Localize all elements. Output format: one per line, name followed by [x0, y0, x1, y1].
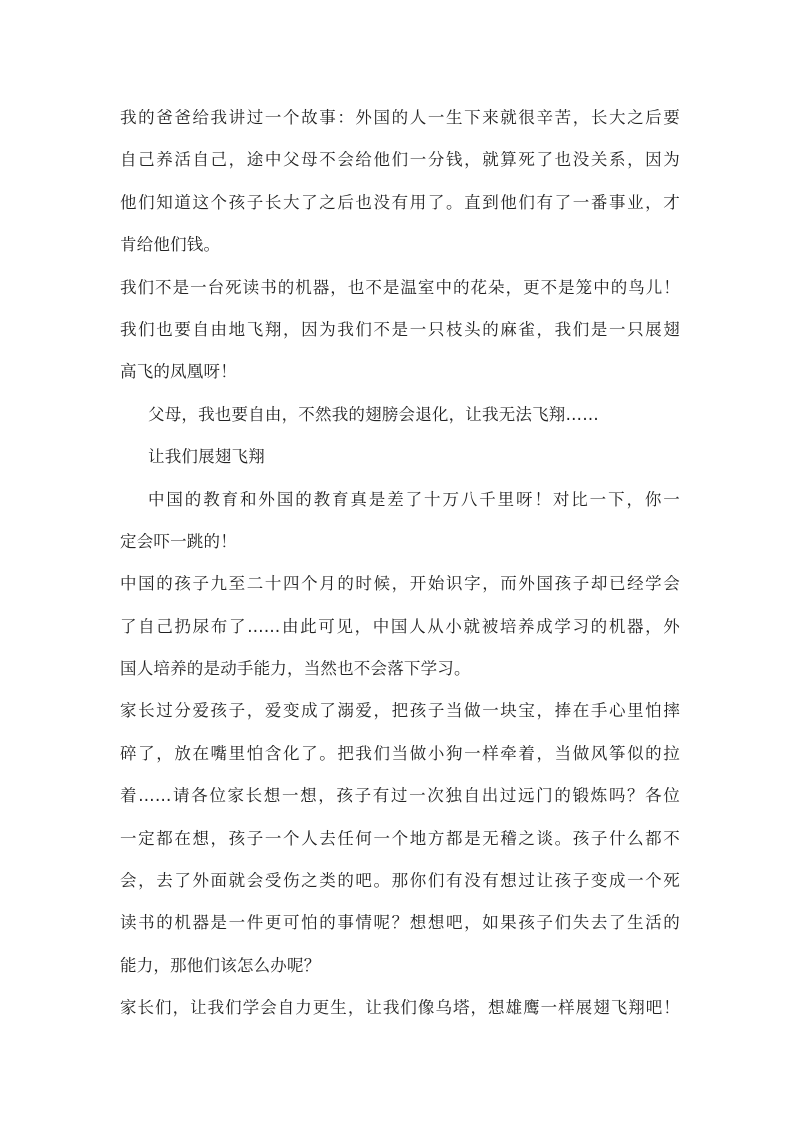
- essay-line: 着……请各位家长想一想，孩子有过一次独自出过远门的锻炼吗？各位: [120, 786, 680, 806]
- essay-line: 家长过分爱孩子，爱变成了溺爱，把孩子当做一块宝，捧在手心里怕摔: [120, 701, 680, 721]
- essay-body: [120, 97, 680, 1030]
- essay-line: 定会吓一跳的！: [120, 531, 237, 551]
- essay-subtitle: 让我们展翅飞翔: [148, 447, 265, 467]
- essay-line: 自己养活自己，途中父母不会给他们一分钱，就算死了也没关系，因为: [120, 150, 680, 170]
- essay-line: 我们不是一台死读书的机器，也不是温室中的花朵，更不是笼中的鸟儿！: [120, 277, 680, 297]
- essay-line: 他们知道这个孩子长大了之后也没有用了。直到他们有了一番事业，才: [120, 192, 680, 212]
- essay-line: 肯给他们钱。: [120, 235, 221, 255]
- essay-line: 我的爸爸给我讲过一个故事：外国的人一生下来就很辛苦，长大之后要: [120, 108, 680, 127]
- essay-line: 会，去了外面就会受伤之类的吧。那你们有没有想过让孩子变成一个死: [120, 871, 680, 891]
- essay-line: 能力，那他们该怎么办呢？: [120, 955, 321, 975]
- essay-line: 我们也要自由地飞翔，因为我们不是一只枝头的麻雀，我们是一只展翅: [120, 319, 680, 339]
- essay-line: 一定都在想，孩子一个人去任何一个地方都是无稽之谈。孩子什么都不: [120, 828, 680, 848]
- essay-line: 父母，我也要自由，不然我的翅膀会退化，让我无法飞翔……: [148, 404, 599, 424]
- essay-line: 碎了，放在嘴里怕含化了。把我们当做小狗一样牵着，当做风筝似的拉: [120, 743, 680, 763]
- essay-line: 家长们，让我们学会自力更生，让我们像乌塔，想雄鹰一样展翅飞翔吧！: [120, 998, 680, 1018]
- essay-line: 中国的教育和外国的教育真是差了十万八千里呀！对比一下，你一: [148, 489, 680, 509]
- essay-line: 高飞的凤凰呀！: [120, 362, 237, 382]
- essay-line: 中国的孩子九至二十四个月的时候，开始识字，而外国孩子却已经学会: [120, 574, 680, 594]
- essay-line: 了自己扔尿布了……由此可见，中国人从小就被培养成学习的机器，外: [120, 616, 680, 636]
- essay-line: 读书的机器是一件更可怕的事情呢？想想吧，如果孩子们失去了生活的: [120, 913, 680, 933]
- essay-line: 国人培养的是动手能力，当然也不会落下学习。: [120, 659, 471, 679]
